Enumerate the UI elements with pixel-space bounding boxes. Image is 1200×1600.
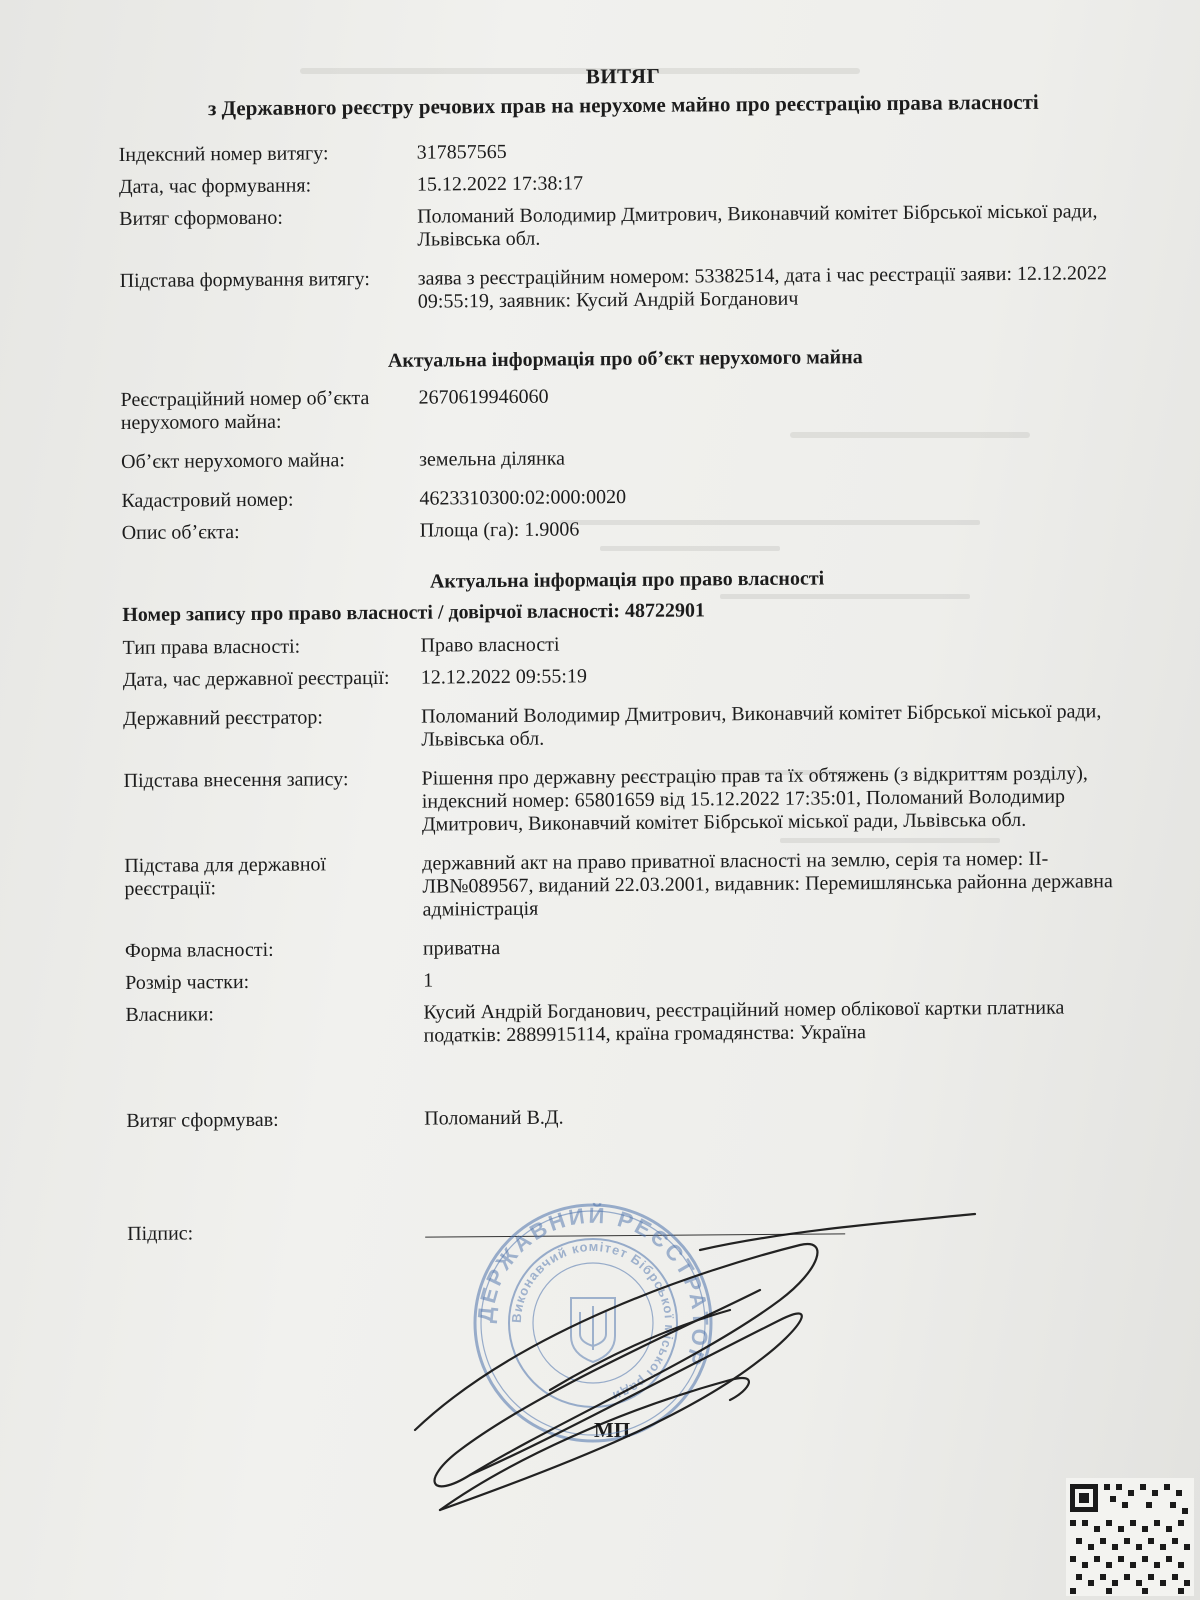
qr-code-icon [1066,1478,1194,1596]
value: Право власності [420,633,560,657]
row-registration-datetime [123,661,1133,692]
label: Державний реєстратор: [123,706,323,730]
label: Дата, час державної реєстрації: [122,666,390,691]
value: 15.12.2022 17:38:17 [416,172,584,196]
label: Дата, час формування: [118,174,312,198]
label: Індексний номер витягу: [118,142,329,166]
row-entry-basis [124,762,1135,839]
row-formed-by [119,200,1129,254]
value: Кусий Андрій Богданович, реєстраційний номер облікової картки платника податків: 2889915114, країна громадянства: Україна [423,996,1065,1047]
row-object-description [122,514,1132,545]
row-owners [125,996,1135,1050]
label: Опис об’єкта: [121,521,240,544]
label: Підстава для державної реєстрації: [124,853,327,900]
extract-document [118,60,1137,1255]
stamp-inner-text: Виконавчий комітет Бібрської міської ради [508,1238,678,1405]
label: Підстава формування витягу: [119,268,371,292]
value: Поломаний Володимир Дмитрович, Виконавчий комітет Бібрської міської ради, Львівська обл. [417,200,1098,251]
value: заява з реєстраційним номером: 53382514, дата і час реєстрації заяви: 12.12.2022 09:55:19, заявник: Кусий Андрій Богданович [417,262,1108,313]
label: Форма власності: [124,938,274,962]
document-subtitle: з Державного реєстру речових прав на нерухоме майно про реєстрацію права власності [207,89,1039,121]
row-formed-by-signature [126,1102,1136,1133]
label: Кадастровий номер: [121,488,294,512]
row-formation-datetime [119,168,1129,199]
row-registration-basis [124,847,1135,924]
seal-place-label: МП [594,1418,631,1442]
row-formation-basis [120,262,1130,316]
value: державний акт на право приватної власності на землю, серія та номер: ІІ-ЛВ№089567, виданий 22.03.2001, видавник: Перемишлянська районна державна адміністрація [422,847,1113,921]
value: Поломаний Володимир Дмитрович, Виконавчий комітет Бібрської міської ради, Львівська обл. [421,700,1102,751]
row-index-number [119,136,1129,167]
label: Підстава внесення запису: [123,768,349,792]
value: 12.12.2022 09:55:19 [420,665,588,689]
row-registration-number [121,381,1131,435]
value: 1 [423,969,434,992]
value: Поломаний В.Д. [424,1106,564,1130]
label: Об’єкт нерухомого майна: [121,449,346,473]
label: Витяг сформовано: [119,206,283,230]
value: земельна ділянка [418,447,566,471]
value: Площа (га): 1.9006 [419,518,580,542]
row-share-size [125,964,1135,995]
value: приватна [422,937,501,960]
section-title-object: Актуальна інформація про об’єкт нерухомого майна [387,346,863,372]
label: Тип права власності: [122,635,301,659]
label: Витяг сформував: [126,1108,279,1132]
row-cadastral-number [121,482,1131,513]
row-property-object [121,443,1131,474]
label: Реєстраційний номер об’єкта нерухомого майна: [120,387,370,434]
row-ownership-type [122,629,1132,660]
value: 4623310300:02:000:0020 [419,486,627,510]
section-title-ownership: Актуальна інформація про право власності [429,567,825,593]
value: 317857565 [416,140,507,164]
document-title: ВИТЯГ [585,63,661,89]
label: Підпис: [127,1222,194,1245]
value: Рішення про державну реєстрацію прав та їх обтяжень (з відкриттям розділу), індексний номер: 65801659 від 15.12.2022 17:35:01, Поломаний Володимир Дмитрович, Виконавчий комітет Бібрської міської ради, Львівська обл. [421,762,1088,836]
handwritten-signature [400,1210,990,1550]
row-ownership-form [125,932,1135,963]
ownership-record-number: Номер запису про право власності / довірчої власності: 48722901 [122,599,706,626]
value: 2670619946060 [418,385,549,409]
stamp-outer-text: ДЕРЖАВНИЙ РЕЄСТРАТОР [472,1202,714,1371]
row-state-registrar [123,700,1133,754]
label: Власники: [125,1003,214,1026]
label: Розмір частки: [125,970,250,994]
